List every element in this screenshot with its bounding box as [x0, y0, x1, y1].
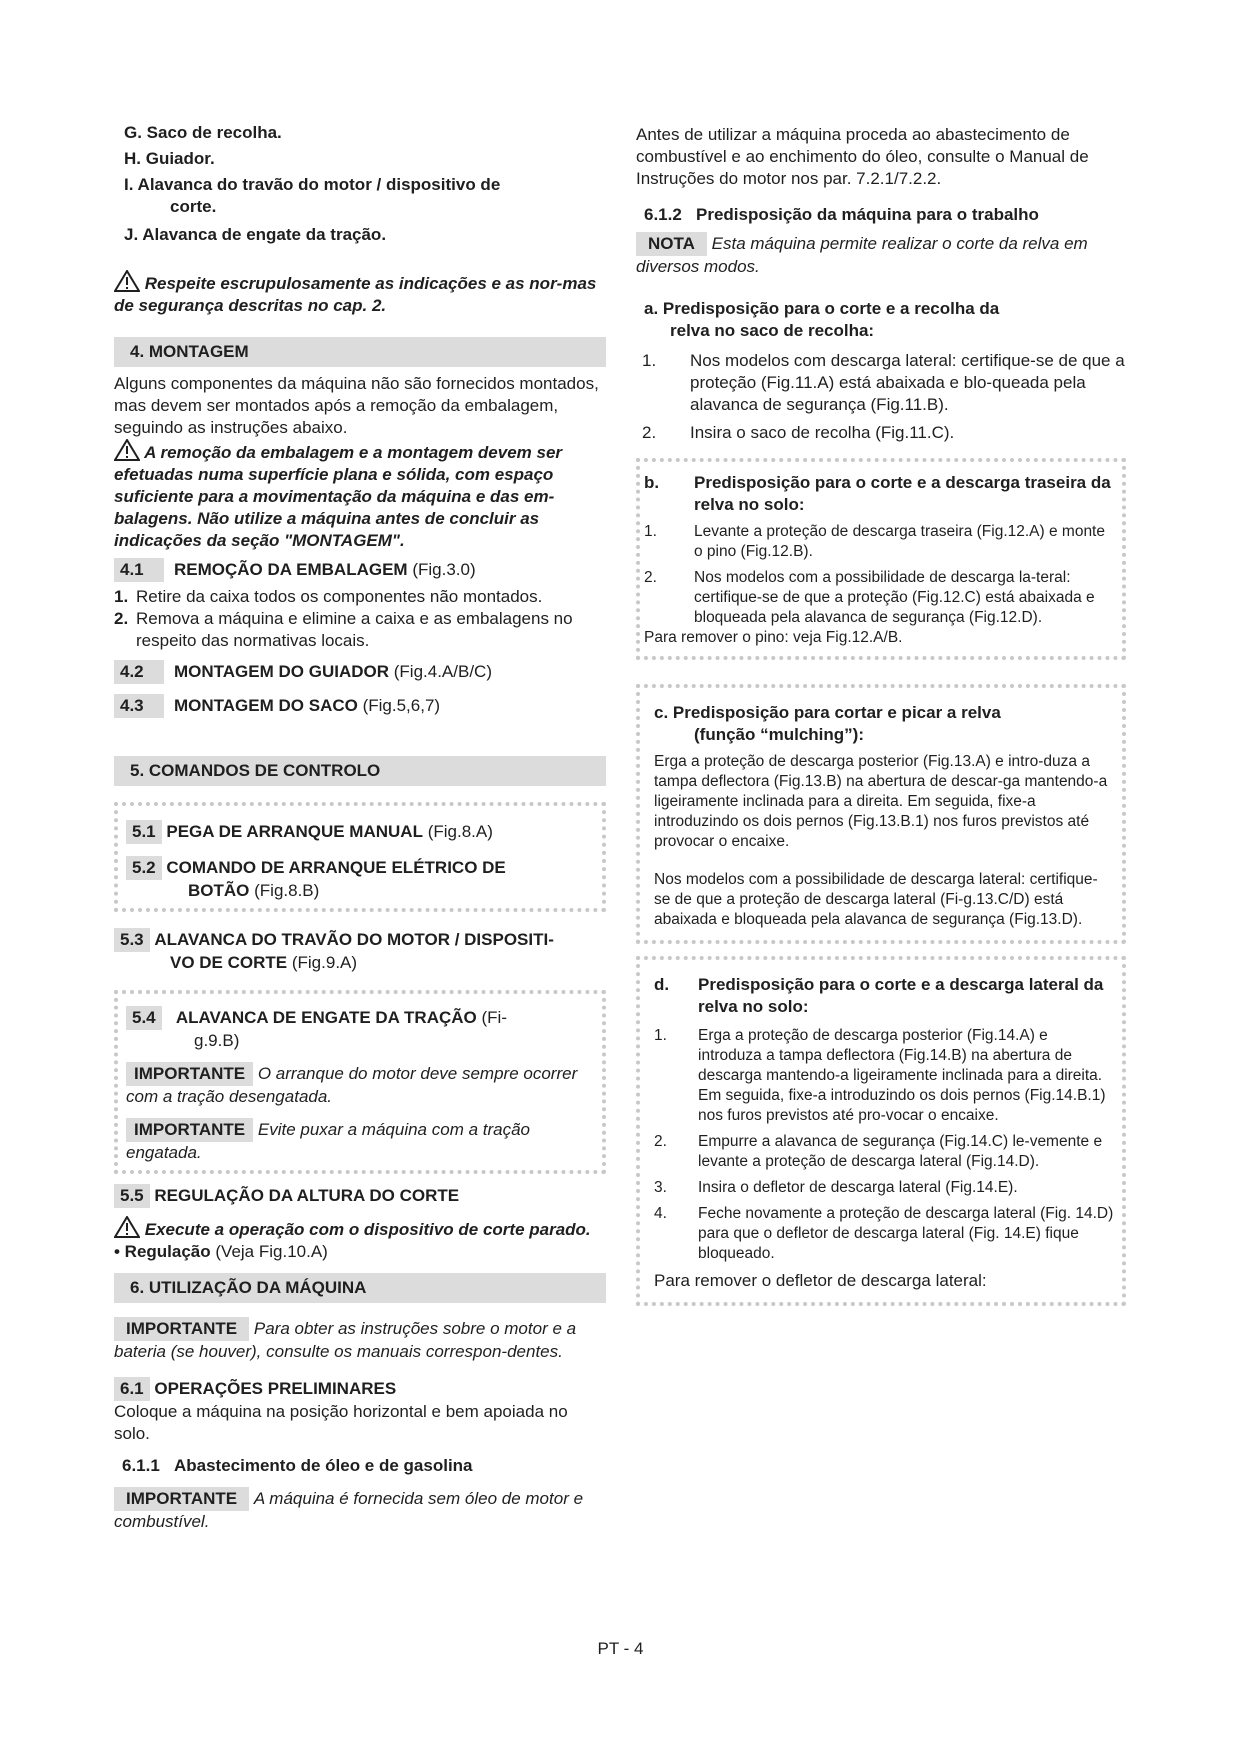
mode-a-title: a. Predisposição para o corte e a recolha da: [644, 299, 1000, 318]
mode-d-title: d. Predisposição para o corte e a descarga lateral da relva no solo:: [654, 975, 1104, 1016]
list-item: 2. Empurre a alavanca de segurança (Fig.14.C) le-vemente e levante a proteção de descarga lateral (Fig.14.D).: [654, 1133, 1103, 1170]
subsection-number: 6.1.2: [644, 205, 682, 224]
mode-b-note: Para remover o pino: veja Fig.12.A/B.: [644, 629, 903, 646]
cutting-warning: Execute a operação com o dispositivo de corte parado.: [114, 1216, 606, 1241]
mode-c-title: c. Predisposição para cortar e picar a relva: [654, 703, 1001, 722]
list-item: 2. Insira o saco de recolha (Fig.11.C).: [642, 423, 955, 442]
subsection-6-1-text: Coloque a máquina na posição horizontal e bem apoiada no solo.: [114, 1402, 568, 1443]
dotted-box-5-1-5-2: [114, 802, 606, 912]
mode-c-text: Nos modelos com a possibilidade de descarga lateral: certifique-se de que a proteção de descarga lateral (Fi-g.13.C/D) está abaixada e bloqueada pela alavanca de segurança (Fig.13.D).: [654, 871, 1098, 928]
subsection-6-1-1: 6.1.1 Abastecimento de óleo e de gasolina: [122, 1456, 473, 1475]
subsection-number: 4.2: [114, 660, 164, 684]
subsection-number: 5.3: [114, 928, 150, 952]
subsection-5-2: 5.2 COMANDO DE ARRANQUE ELÉTRICO DE: [126, 856, 594, 880]
important-label: IMPORTANTE: [126, 1062, 253, 1086]
list-item: G. Saco de recolha.: [124, 123, 282, 142]
subsection-6-1-2: 6.1.2 Predisposição da máquina para o trabalho: [644, 205, 1039, 224]
subsection-number: 5.1: [126, 820, 162, 844]
important-label: IMPORTANTE: [114, 1317, 249, 1341]
important-label: IMPORTANTE: [114, 1487, 249, 1511]
subsection-number: 4.1: [114, 558, 164, 582]
mode-a-title-cont: relva no saco de recolha:: [670, 321, 875, 340]
list-item: 3. Insira o defletor de descarga lateral (Fig.14.E).: [654, 1179, 1018, 1196]
list-item: 4. Feche novamente a proteção de descarga lateral (Fig. 14.D) para que o defletor de descarga lateral (Fig. 14.E) fique bloqueado.: [654, 1205, 1114, 1262]
subsection-number: 5.2: [126, 856, 162, 880]
list-item-cont: corte.: [170, 197, 217, 216]
subsection-4-2: 4.2 MONTAGEM DO GUIADOR (Fig.4.A/B/C): [114, 660, 606, 684]
section-4-heading: 4. MONTAGEM: [114, 337, 606, 367]
list-item: 1. Retire da caixa todos os componentes não montados.: [114, 587, 543, 606]
dotted-box-mode-d: [636, 956, 1126, 1306]
mode-b-title: b. Predisposição para o corte e a descarga traseira da relva no solo:: [644, 473, 1111, 514]
warning-icon: [114, 1216, 140, 1238]
page-number: PT - 4: [597, 1639, 644, 1658]
note: NOTA Esta máquina permite realizar o corte da relva em diversos modos.: [636, 234, 1088, 276]
mode-c-title-cont: (função “mulching”):: [694, 725, 864, 744]
list-item: 1. Levante a proteção de descarga traseira (Fig.12.A) e monte o pino (Fig.12.B).: [644, 523, 1105, 560]
important-note: IMPORTANTE Evite puxar a máquina com a tração engatada.: [126, 1120, 531, 1162]
subsection-5-3-cont: VO DE CORTE (Fig.9.A): [170, 953, 358, 972]
warning-icon: [114, 439, 140, 461]
fuel-intro: Antes de utilizar a máquina proceda ao abastecimento de combustível e ao enchimento do óleo, consulte o Manual de Instruções do motor nos par. 7.2.1/7.2.2.: [636, 125, 1089, 188]
right-column: [636, 124, 1126, 1306]
list-item: 1. Nos modelos com descarga lateral: certifique-se de que a proteção (Fig.11.A) está abaixada e blo-queada pela alavanca de segurança (Fig.11.B).: [642, 351, 1125, 414]
list-item: H. Guiador.: [124, 149, 215, 168]
important-note: IMPORTANTE O arranque do motor deve sempre ocorrer com a tração desengatada.: [126, 1064, 578, 1106]
subsection-6-1: 6.1 OPERAÇÕES PRELIMINARES: [114, 1377, 606, 1401]
subsection-5-2-cont: BOTÃO (Fig.8.B): [188, 881, 320, 900]
assembly-warning: A remoção da embalagem e a montagem devem ser efetuadas numa superfície plana e sólida, com espaço suficiente para a movimentação da máquina e das em-balagens. Não utilize a máquina antes de concluir as indicações da seção "MONTAGEM".: [114, 439, 606, 552]
subsection-number: 6.1: [114, 1377, 150, 1401]
section-4-intro: Alguns componentes da máquina não são fornecidos montados, mas devem ser montados após a remoção da embalagem, seguindo as instruções abaixo.: [114, 374, 599, 437]
subsection-4-1: 4.1 REMOÇÃO DA EMBALAGEM (Fig.3.0): [114, 558, 606, 582]
mode-d-note: Para remover o defletor de descarga lateral:: [654, 1271, 987, 1290]
left-column: [114, 122, 606, 1533]
mode-c-text: Erga a proteção de descarga posterior (Fig.13.A) e intro-duza a tampa deflectora (Fig.13.B) na abertura de descar-ga mantendo-a ligeiramente inclinada para a direita. Em seguida, fixe-a introduzindo os dois pernos (Fig.13.B.1) nos furos previstos até provocar o encaixe.: [654, 753, 1108, 850]
subsection-number: 6.1.1: [122, 1456, 160, 1475]
component-list: [114, 122, 606, 246]
subsection-5-5: 5.5 REGULAÇÃO DA ALTURA DO CORTE: [114, 1184, 606, 1208]
subsection-5-3: 5.3 ALAVANCA DO TRAVÃO DO MOTOR / DISPOSITI-: [114, 928, 606, 952]
list-item: I. Alavanca do travão do motor / dispositivo de: [124, 175, 501, 194]
list-item: 2. Nos modelos com a possibilidade de descarga la-teral: certifique-se de que a proteção (Fig.12.C) está abaixada e bloqueada pela alavanca de segurança (Fig.12.D).: [644, 569, 1095, 626]
important-note: IMPORTANTE A máquina é fornecida sem óleo de motor e combustível.: [114, 1489, 584, 1531]
subsection-number: 5.4: [126, 1006, 162, 1030]
subsection-number: 4.3: [114, 694, 164, 718]
subsection-5-4-cont: g.9.B): [194, 1031, 240, 1050]
important-label: IMPORTANTE: [126, 1118, 253, 1142]
important-note: IMPORTANTE Para obter as instruções sobre o motor e a bateria (se houver), consulte os manuais correspon-dentes.: [114, 1319, 577, 1361]
list-item: 2. Remova a máquina e elimine a caixa e as embalagens no respeito das normativas locais.: [114, 609, 573, 650]
subsection-number: 5.5: [114, 1184, 150, 1208]
note-label: NOTA: [636, 232, 707, 256]
list-item: J. Alavanca de engate da tração.: [124, 225, 387, 244]
regulation-item: • Regulação (Veja Fig.10.A): [114, 1242, 328, 1261]
section-5-heading: 5. COMANDOS DE CONTROLO: [114, 756, 606, 786]
dotted-box-mode-c: [636, 684, 1126, 944]
warning-icon: [114, 270, 140, 292]
subsection-4-3: 4.3 MONTAGEM DO SACO (Fig.5,6,7): [114, 694, 606, 718]
section-6-heading: 6. UTILIZAÇÃO DA MÁQUINA: [114, 1273, 606, 1303]
subsection-5-4: 5.4 ALAVANCA DE ENGATE DA TRAÇÃO (Fi-: [126, 1006, 594, 1030]
subsection-5-1: 5.1 PEGA DE ARRANQUE MANUAL (Fig.8.A): [126, 820, 594, 844]
list-item: 1. Erga a proteção de descarga posterior (Fig.14.A) e introduza a tampa deflectora (Fig.14.B) na abertura de descarga mantendo-a ligeiramente inclinada para a direita. Em seguida, fixe-a introduzindo os dois pernos (Fig.14.B.1) nos furos previstos até pro-vocar o encaixe.: [654, 1027, 1106, 1124]
safety-warning: Respeite escrupulosamente as indicações e as nor-mas de segurança descritas no cap. 2.: [114, 270, 606, 317]
dotted-box-mode-b: [636, 458, 1126, 660]
dotted-box-5-4: [114, 990, 606, 1174]
